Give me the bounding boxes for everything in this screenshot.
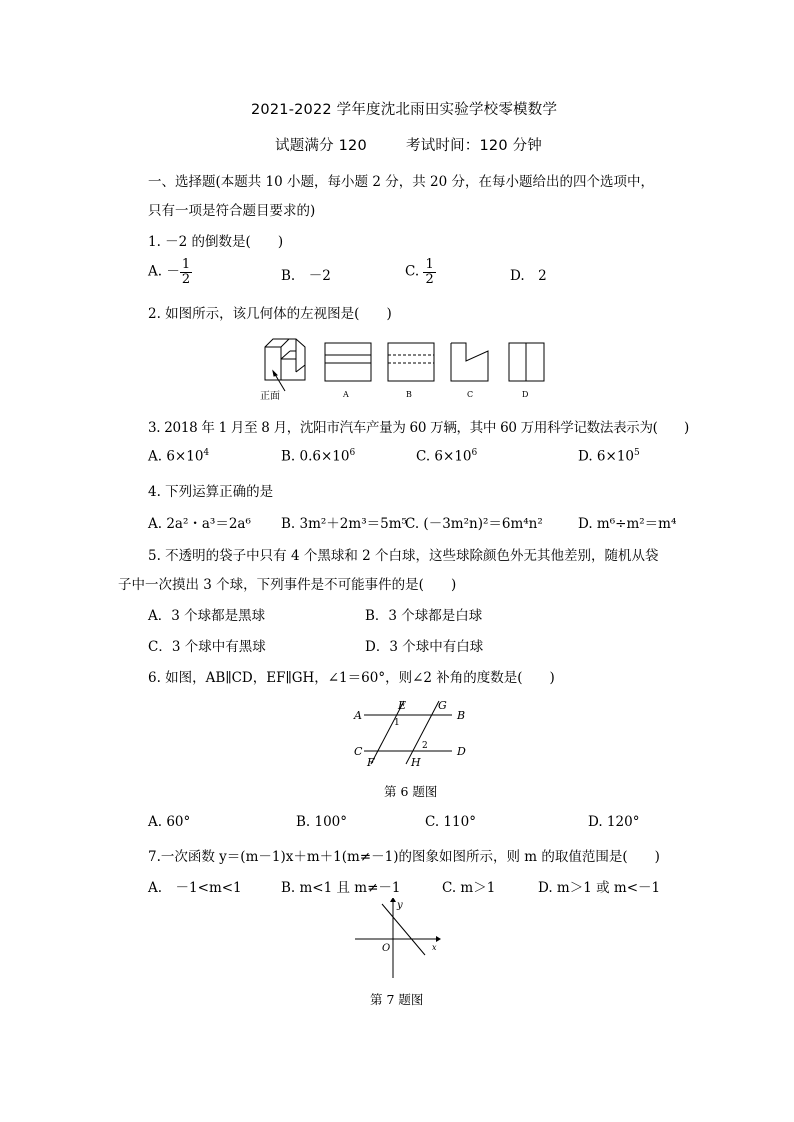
q7-stem: 7.一次函数 y＝(m－1)x＋m＋1(m≠－1)的图象如图所示，则 m 的取值范围是( ) (148, 849, 660, 865)
q1-option-c-label: C. (405, 263, 424, 280)
q7-label-o: O (382, 943, 391, 954)
q3-option-b-base: B. 0.6×10 (281, 448, 350, 465)
q4-option-c: C. (－3m²n)²＝6m⁴n² (405, 516, 543, 532)
q7-y-arrow (390, 898, 396, 902)
q6-figure (350, 696, 475, 768)
q6-caption: 第 6 题图 (384, 784, 438, 799)
q7-label-y: y (397, 900, 403, 911)
q1-option-d: D. 2 (510, 268, 547, 284)
q5-option-d: D．3 个球中有白球 (365, 639, 484, 655)
q3-option-a (148, 448, 209, 465)
q6-option-a: A. 60° (148, 814, 191, 830)
full-score: 试题满分 120 (275, 138, 367, 154)
section-heading-line1: 一、选择题(本题共 10 小题，每小题 2 分，共 20 分，在每小题给出的四个选项中， (148, 174, 654, 190)
q7-label-x: x (432, 943, 437, 952)
q7-option-a: A. －1<m<1 (148, 880, 242, 896)
q6-line-gh (406, 701, 439, 764)
q3-option-c-exponent: 6 (471, 448, 478, 458)
q2-front-arrow-head (273, 371, 277, 376)
q3-option-d-exponent: 5 (634, 448, 640, 458)
q1-option-b: B. －2 (281, 268, 331, 284)
q3-option-c-base: C. 6×10 (416, 448, 472, 465)
q6-label-e: E (398, 699, 407, 712)
q5-stem-line2: 子中一次摸出 3 个球，下列事件是不可能事件的是( ) (118, 577, 457, 593)
exam-time: 考试时间：120 分钟 (406, 138, 542, 154)
q3-option-b (281, 448, 355, 465)
q1-option-c-denominator: 2 (425, 271, 434, 287)
q3-option-a-exponent: 4 (203, 448, 210, 458)
q6-label-h: H (411, 756, 421, 768)
q2-view-c-label: C (467, 390, 474, 399)
q2-front-label: 正面 (260, 391, 280, 401)
q3-option-c (416, 448, 477, 465)
q6-label-f: F (367, 756, 375, 768)
q6-label-d: D (457, 745, 466, 758)
q2-stem: 2. 如图所示，该几何体的左视图是( ) (148, 306, 392, 322)
q2-view-d (509, 343, 544, 381)
q5-option-c: C．3 个球中有黑球 (148, 639, 266, 655)
q4-option-d: D. m⁶÷m²＝m⁴ (578, 516, 677, 532)
q6-label-g: G (438, 699, 447, 712)
q6-label-a: A (354, 709, 362, 722)
q1-option-a-denominator: 2 (181, 271, 191, 287)
section-heading-line2: 只有一项是符合题目要求的) (148, 203, 316, 219)
q6-label-b: B (457, 709, 466, 722)
q1-option-a-label: A. － (148, 263, 180, 280)
q7-caption: 第 7 题图 (370, 992, 424, 1007)
q6-option-b: B. 100° (296, 814, 348, 830)
q6-label-c: C (354, 745, 363, 758)
q1-option-a-numerator: 1 (181, 257, 191, 272)
q6-angle-2: 2 (422, 741, 428, 751)
q6-option-c: C. 110° (425, 814, 476, 830)
q2-view-b (388, 343, 434, 381)
q2-view-a (325, 343, 371, 381)
q2-view-b-label: B (406, 390, 412, 399)
q3-option-a-base: A. 6×10 (148, 448, 204, 465)
q6-angle-1: 1 (394, 718, 400, 728)
q1-stem: 1. －2 的倒数是( ) (148, 234, 284, 250)
q3-option-d-base: D. 6×10 (578, 448, 635, 465)
q1-option-c (405, 258, 436, 286)
page-title: 2021-2022 学年度沈北雨田实验学校零模数学 (251, 102, 558, 118)
q4-option-b: B. 3m²＋2m³＝5m⁵ (281, 516, 407, 532)
q3-stem: 3. 2018 年 1 月至 8 月，沈阳市汽车产量为 60 万辆，其中 60 万用科学记数法表示为( ) (148, 420, 690, 436)
q1-option-a (148, 258, 192, 286)
q4-option-a: A. 2a²・a³＝2a⁶ (148, 516, 251, 532)
q4-stem: 4. 下列运算正确的是 (148, 484, 274, 500)
q6-option-d: D. 120° (588, 814, 640, 830)
q1-option-a-fraction (180, 258, 192, 286)
q2-view-d-label: D (522, 390, 529, 399)
q2-view-c (451, 343, 488, 381)
q3-option-d (578, 448, 640, 465)
q2-view-a-label: A (343, 390, 349, 399)
q3-option-b-exponent: 6 (349, 448, 356, 458)
q7-option-d: D. m＞1 或 m<－1 (538, 880, 661, 896)
q2-solid (265, 339, 305, 391)
q2-figure (255, 335, 555, 401)
q7-figure (352, 898, 442, 980)
q5-option-b: B．3 个球都是白球 (365, 608, 483, 624)
q7-x-arrow (436, 936, 441, 942)
q1-option-c-numerator: 1 (425, 257, 434, 272)
q7-option-c: C. m＞1 (442, 880, 496, 896)
q6-stem: 6. 如图，AB∥CD，EF∥GH，∠1＝60°，则∠2 补角的度数是( ) (148, 670, 555, 686)
q1-option-c-fraction (423, 258, 435, 286)
q7-option-b: B. m<1 且 m≠－1 (281, 880, 401, 896)
q5-stem-line1: 5. 不透明的袋子中只有 4 个黑球和 2 个白球，这些球除颜色外无其他差别，随机从袋 (148, 548, 659, 564)
q5-option-a: A．3 个球都是黑球 (148, 608, 266, 624)
